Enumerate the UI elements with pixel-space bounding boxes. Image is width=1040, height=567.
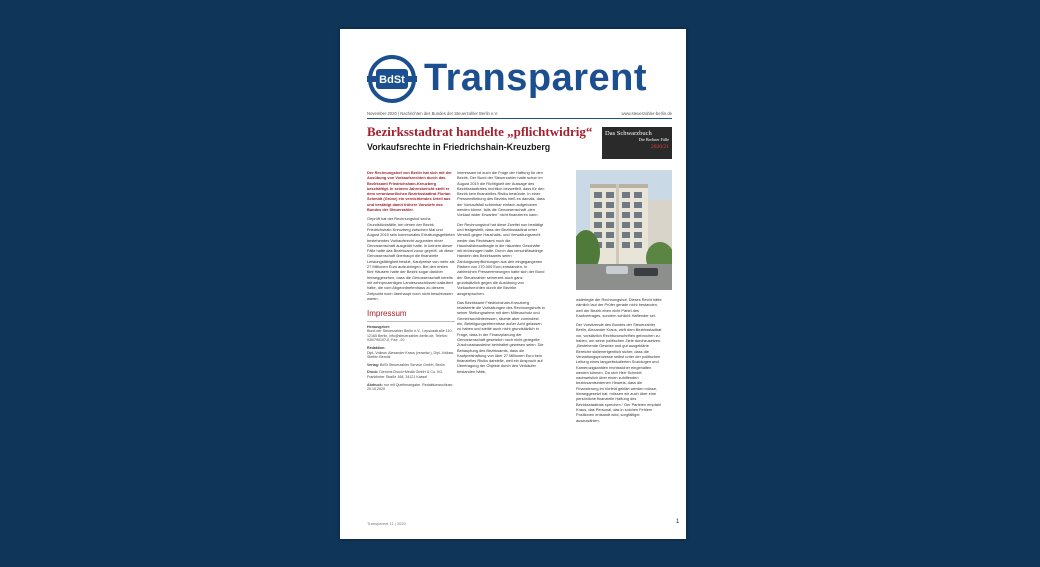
building-photo [576,170,672,290]
impressum-verlag [367,363,455,368]
paragraph: widerlegte der Rechnungshof. Dieses Recht hätte nämlich laut der Prüfer gerade nicht bestanden, weil der Bezirk eben nicht Partei des Kaufvertrages, sondern schlicht Haftender sei. [576,297,662,318]
header-url[interactable]: www.steuerzahler-berlin.de [621,111,672,116]
impressum-text: Bund der Steuerzahler Berlin e.V., Lepsiusstraße 110, 12165 Berlin, info@steuerzahler-berlin.de, Telefon: 030/790107-0, Fax: -20 [367,329,453,343]
impressum-text: nur mit Quellenangabe. Redaktionsschluss: 20.10.2020 [367,382,454,392]
impressum-publisher [367,325,455,343]
paragraph: Das Bezirksamt Friedrichshain-Kreuzberg relativierte die Vorhaltungen des Rechnungshofs in seiner Stellungnahme mit dem Milieuschutz und Gemeinwohlinteressen, räumte aber zumindest ein, Beteiligungsreferentsse außer Acht gelassen zu haben und stellte auch nicht grundsätzlich in Frage, dass in der Finanzplanung der Genossenschaft gesetzlich noch nicht geregelte Zuschussbausteine beinhaltet gewesen seien. Die Behauptung des Bezirksamts, dass die Kaufpreishaftung von über 27 Millionen Euro kein finanzielles Risiko darstelle, weil ein Anspruch auf Übertragung der Objekte durch den Verkäufer bestanden hätte, [457,299,545,374]
impressum-label: Verlag: [367,362,379,367]
schwarzbuch-title: Das Schwarzbuch [605,130,652,137]
page-number: 1 [676,519,680,525]
impressum-text: Dierichs Druck+Media GmbH & Co. KG, Frankfurter Straße 168, 34121 Kassel [367,370,444,379]
logo-text: BdSt [379,74,405,86]
schwarzbuch-year: 2020/21 [650,144,669,150]
newsletter-page [340,29,686,539]
impressum-druck [367,370,455,379]
impressum-text: Dipl.-Volksw. Alexander Kraus (verantw.), Dipl.-Volksw. Steffen Bernitz [367,350,454,360]
impressum-label: Redaktion: [367,346,386,350]
impressum-label: Druck: [367,370,379,375]
header-line [367,111,672,116]
impressum-title: Impressum [367,309,407,319]
impressum-editor [367,346,455,360]
column-1 [367,170,455,395]
paragraph: Geprüft hat der Rechnungshof sechs Grundstücksfälle, bei denen der Bezirk Friedrichshain-Kreuzberg zwischen Mai und August 2019 sein kommunales Erhaltungsgebieten bestehendes Vorkaufsrecht zugunsten einer Genossenschaft ausgeübt hatte. In keinem dieser Fälle hatte das Bezirksamt zuvor geprüft, ob diese Genossenschaft überhaupt die finanzielle Leistungsfähigkeit besitzt, Kaufpreise von mehr als 27 Millionen Euro aufzubringen. Bei den ersten fünf Häusern hatte der Bezirk sogar darüber hinweggesehen, dass die Genossenschaft bereits mit zehnprozentigen Landeszuschüssen kalkuliert hatte, die vom Abgeordnetenhaus zu diesem Zeitpunkt noch überhaupt noch nicht beschlossen waren. [367,216,455,301]
brand-title: Transparent [424,57,648,99]
article-headline: Bezirksstadtrat handelte „pflichtwidrig“ [367,124,593,139]
issue-info: November 2020 | Nachrichten des Bundes der Steuerzahler Berlin e.V. [367,111,499,116]
schwarzbuch-subtitle: Die Berliner Fälle [638,137,669,142]
paragraph: Der Vorsitzende des Bundes der Steuerzahler Berlin, Alexander Kraus, wirft dem Bezirksstadtrat vor, vorsätzlich Rechtsvorschriften gebrochen zu haben, um seine politischen Ziele durchzusetzen. „Bestehende Gesetze und gut ausgeklärte Bereiche skillenerigentlich sicher, dass die Verwaltungsprozesse selbst unter der politischen Leitung eines langzeitstudierten Soziologen und Kamerozigkantilen rechtssicher eingehalten werden können. Da sich Herr Schmidt nachweislich über einen zuhilfenden bezirksamtsinternen Hinweis, dass die Finanzierung im Vorfeld geklärt werden müsse, hinweggesetzt hat, müssen wir auch über eine persönliche finanzielle Haftung des Bezirksstadtrats sprechen.“ Der Parteien empfahl Kraus, das Personal, das in solchen Fehlern Positionen entsandt wird, sorgfältiger auszuwählen. [576,322,662,423]
column-2 [457,170,545,378]
article-lead: Der Rechnungshof von Berlin hat sich mit der Ausübung von Vorkaufsrechten durch das Bezirksamt Friedrichshain-Kreuzberg beschäftigt. In seinem Jahresbericht stellt er dem verantwortlichen Bezirksstadtrat Florian Schmidt (Grüne) ein vernichtendes Urteil aus und bestätigt damit frühere Vorwürfe des Bundes der Steuerzahler. [367,170,452,213]
article-subhead: Vorkaufsrechte in Friedrichshain-Kreuzberg [367,142,551,152]
impressum-abdruck [367,383,455,392]
footer-issue: Transparent 11 | 2020 [367,521,406,526]
bdst-logo-icon [367,54,417,104]
impressum-text: BdSt Steuerzahler Service GmbH, Berlin [380,362,445,367]
impressum-label: Abdruck: [367,382,383,387]
paragraph: Der Rechnungshof hat diese Zweifel nun bestätigt und festgestellt, dass der Bezirksstadtrat unter Verstoß gegen Haushalts- und Verwaltungsrecht weder das Rechtsamt noch die Haushaltsbeauftragte in die riskanten Geschäfte mit einbezogen hatte. Durch das verschiftswidrige Handeln des Bezirksamts seien Zahlungsverpflichtungen aus den eingegangenen Risiken von 270.000 Euro entstanden. In zahlreichen Presseremeungen hatte sich der Bund der Steuerzahler seinerzeit auch ganz grundsätzlich gegen die Ausübung von Vorkaufsrechten durch die Bezirke ausgesprochen. [457,221,545,296]
header-rule [367,118,672,119]
paragraph: Interessant ist auch die Frage der Haftung für den Bezirk. Der Bund der Steuerzahler hatte schon im August 2019 die Richtigkeit der Aussage des Bezirksstadtrates rechtlich bezweifelt, dass für den Bezirk kein finanzielles Risiko bestünde. In einer Pressemitteilung des Bezirks hieß es damals, dass der Vorkaufsfall scheinbar einfach aufgehoben werden könne, falls die Genossenschaft „den Vorkauf wider Erwarten“ nicht finanzieren kann. [457,170,545,218]
impressum-label: Herausgeber: [367,324,391,329]
schwarzbuch-badge [602,127,672,159]
impressum-rule [367,321,455,322]
column-3 [576,297,664,427]
